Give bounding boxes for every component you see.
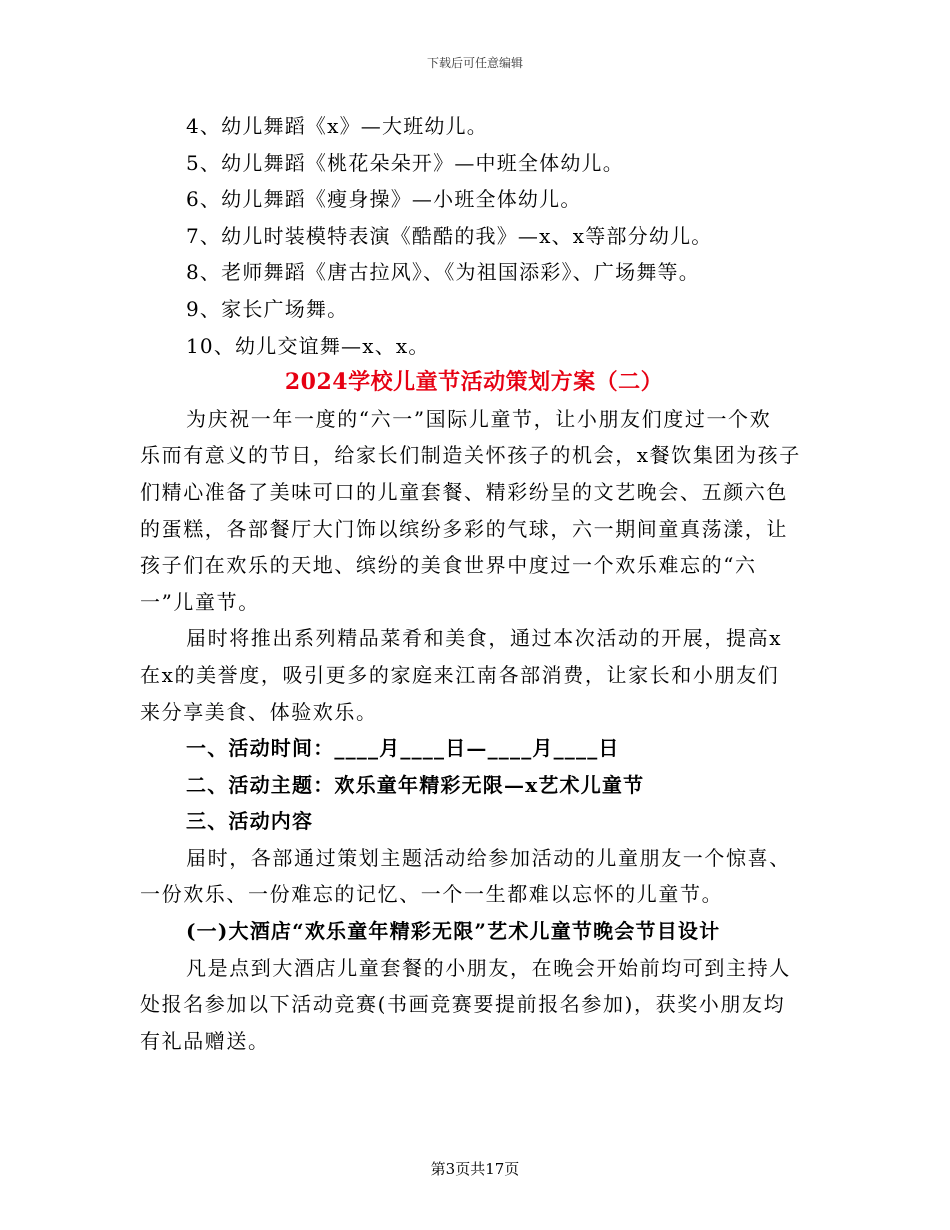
list-item: 5、幼儿舞蹈《桃花朵朵开》—中班全体幼儿。 xyxy=(186,150,624,175)
document-body xyxy=(140,108,808,1059)
paragraph-line: 处报名参加以下活动竞赛(书画竞赛要提前报名参加)，获奖小朋友均 xyxy=(140,992,786,1017)
paragraph-line: 一”儿童节。 xyxy=(140,589,260,614)
paragraph-line: 在x的美誉度，吸引更多的家庭来江南各部消费，让家长和小朋友们 xyxy=(140,662,780,687)
paragraph-gala xyxy=(140,950,808,1060)
paragraph-content xyxy=(140,840,808,913)
paragraph-promotion xyxy=(140,620,808,730)
paragraph-line: 有礼品赠送。 xyxy=(140,1028,270,1053)
page-header: 下载后可任意编辑 xyxy=(426,56,523,70)
paragraph-intro xyxy=(140,401,808,621)
list-item: 8、老师舞蹈《唐古拉风》、《为祖国添彩》、广场舞等。 xyxy=(186,260,700,285)
heading-activity-theme: 二、活动主题：欢乐童年精彩无限—x艺术儿童节 xyxy=(186,772,645,797)
paragraph-line: 为庆祝一年一度的“六一”国际儿童节，让小朋友们度过一个欢 xyxy=(186,406,772,431)
heading-activity-time: 一、活动时间：____月____日—____月____日 xyxy=(186,736,620,761)
paragraph-line: 届时，各部通过策划主题活动给参加活动的儿童朋友一个惊喜、 xyxy=(186,845,791,870)
paragraph-line: 届时将推出系列精品菜肴和美食，通过本次活动的开展，提高x xyxy=(186,626,783,651)
paragraph-line: 乐而有意义的节日，给家长们制造关怀孩子的机会，x餐饮集团为孩子 xyxy=(140,443,801,468)
list-item: 10、幼儿交谊舞—x、x。 xyxy=(186,333,430,358)
paragraph-line: 凡是点到大酒店儿童套餐的小朋友，在晚会开始前均可到主持人 xyxy=(186,955,791,980)
heading-activity-content: 三、活动内容 xyxy=(186,809,314,834)
list-item: 6、幼儿舞蹈《瘦身操》—小班全体幼儿。 xyxy=(186,187,582,212)
heading-hotel-gala: (一)大酒店“欢乐童年精彩无限”艺术儿童节晚会节目设计 xyxy=(186,919,721,944)
paragraph-line: 孩子们在欢乐的天地、缤纷的美食世界中度过一个欢乐难忘的“六 xyxy=(140,553,757,578)
page-footer: 第3页共17页 xyxy=(430,1160,520,1178)
paragraph-line: 来分享美食、体验欢乐。 xyxy=(140,699,378,724)
section-title: 2024学校儿童节活动策划方案（二） xyxy=(284,369,664,396)
list-item: 9、家长广场舞。 xyxy=(186,296,349,321)
paragraph-line: 的蛋糕，各部餐厅大门饰以缤纷多彩的气球，六一期间童真荡漾，让 xyxy=(140,516,788,541)
list-item: 4、幼儿舞蹈《x》—大班幼儿。 xyxy=(186,114,489,138)
list-item: 7、幼儿时装模特表演《酷酷的我》—x、x等部分幼儿。 xyxy=(186,223,713,248)
paragraph-line: 们精心准备了美味可口的儿童套餐、精彩纷呈的文艺晚会、五颜六色 xyxy=(140,479,788,504)
paragraph-line: 一份欢乐、一份难忘的记忆、一个一生都难以忘怀的儿童节。 xyxy=(140,882,724,907)
